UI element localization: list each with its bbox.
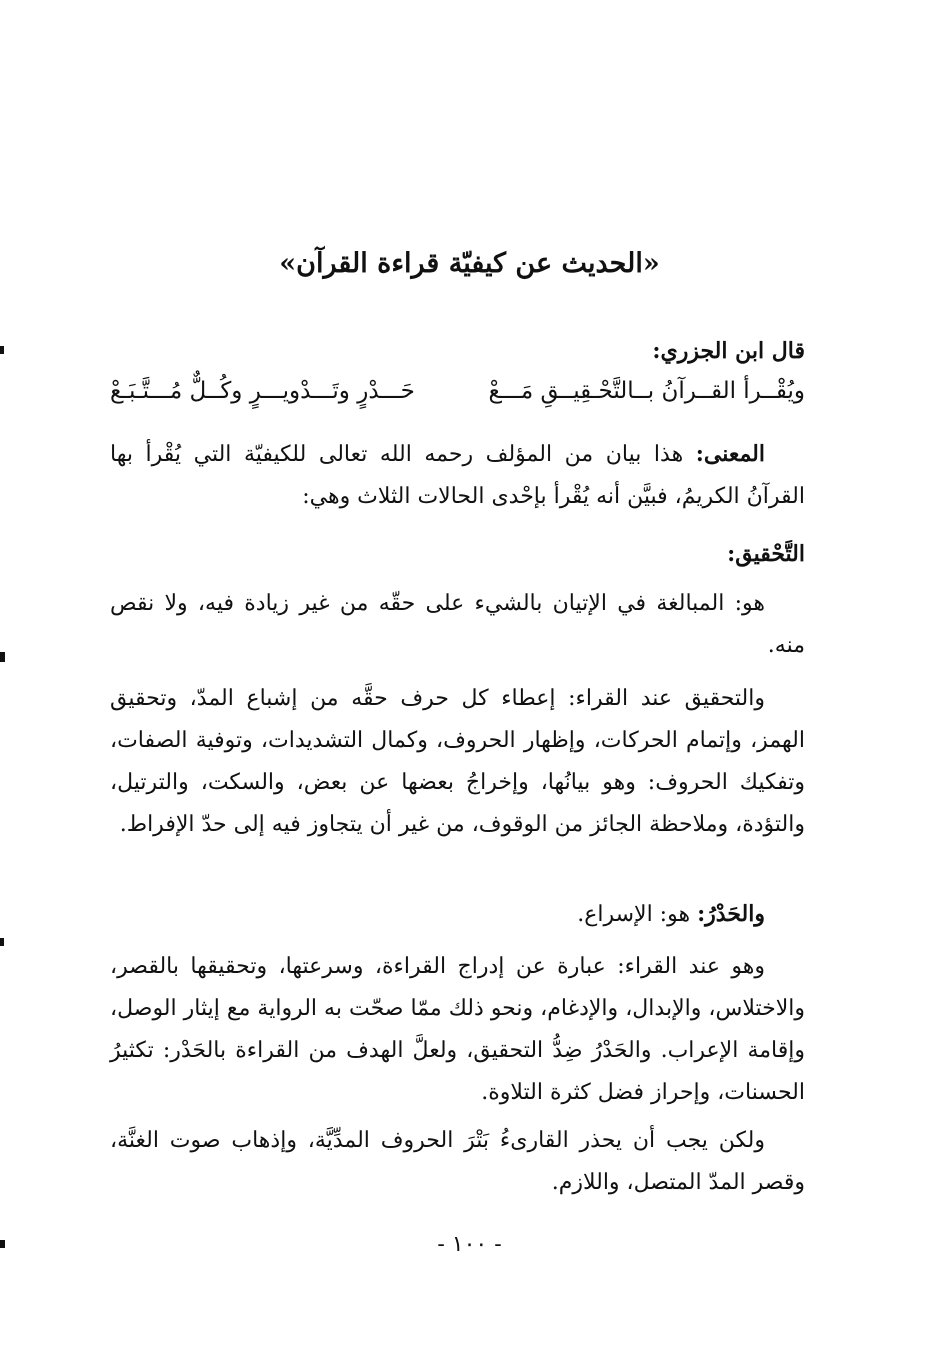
meaning-paragraph xyxy=(110,433,805,518)
meaning-label: المعنى: xyxy=(695,441,765,467)
scan-edge-mark xyxy=(0,938,4,946)
hadr-definition: هو: الإسراع. xyxy=(577,902,691,927)
tahqiq-heading: التَّحْقيق: xyxy=(727,541,805,567)
poetry-verse xyxy=(110,378,805,418)
hadr-label: والحَدْرُ: xyxy=(697,901,765,927)
section-title: «الحديث عن كيفيّة قراءة القرآن» xyxy=(279,248,660,279)
scan-edge-mark xyxy=(0,652,5,662)
scan-edge-mark xyxy=(0,346,4,354)
scan-edge-mark xyxy=(0,1240,5,1248)
hadr-qurra-paragraph: وهو عند القراء: عبارة عن إدراج القراءة، وسرعتها، وتحقيقها بالقصر، والاختلاس، والإبدال، والإدغام، ونحو ذلك ممّا صحّت به الرواية مع إيثار الوصل، وإقامة الإعراب. والحَدْرُ ضِدُّ التحقيق، ولعلَّ الهدف من القراءة بالحَدْر: تكثيرُ الحسنات، وإحراز فضل كثرة التلاوة. xyxy=(110,954,805,1105)
tahqiq-qurra-paragraph: والتحقيق عند القراء: إعطاء كل حرف حقَّه من إشباع المدّ، وتحقيق الهمز، وإتمام الحركات، وإظهار الحروف، وكمال التشديدات، وتوفية الصفات، وتفكيك الحروف: وهو بيانُها، وإخراجُ بعضها عن بعض، والسكت، والترتيل، والتؤدة، وملاحظة الجائز من الوقوف، من غير أن يتجاوز فيه إلى حدّ الإفراط. xyxy=(110,686,805,837)
meaning-text: هذا بيان من المؤلف رحمه الله تعالى للكيفيّة التي يُقْرأ بها القرآنُ الكريمُ، فبيَّن أنه يُقْرأ بإحْدى الحالات الثلاث وهي: xyxy=(110,442,805,509)
author-intro: قال ابن الجزري: xyxy=(652,338,805,364)
page-number: - ١٠٠ - xyxy=(437,1232,502,1257)
verse-first-hemistich: ويُقْــرأ القــرآنُ بــالتَّحْـقِيــقِ مَـــعْ xyxy=(488,378,805,404)
tahqiq-definition: هو: المبالغة في الإتيان بالشيء على حقّه من غير زيادة فيه، ولا نقص منه. xyxy=(110,591,805,658)
verse-second-hemistich: حَـــدْرٍ وتَـــدْويـــرٍ وكُــلٌّ مُـــتَّـبَـعْ xyxy=(110,378,415,404)
hadr-warning-paragraph: ولكن يجب أن يحذر القارىءُ بَتْرَ الحروف المدِّيَّة، وإذهاب صوت الغنَّة، وقصر المدّ المتصل، واللازم. xyxy=(110,1128,805,1195)
hadr-definition-line xyxy=(110,893,805,936)
